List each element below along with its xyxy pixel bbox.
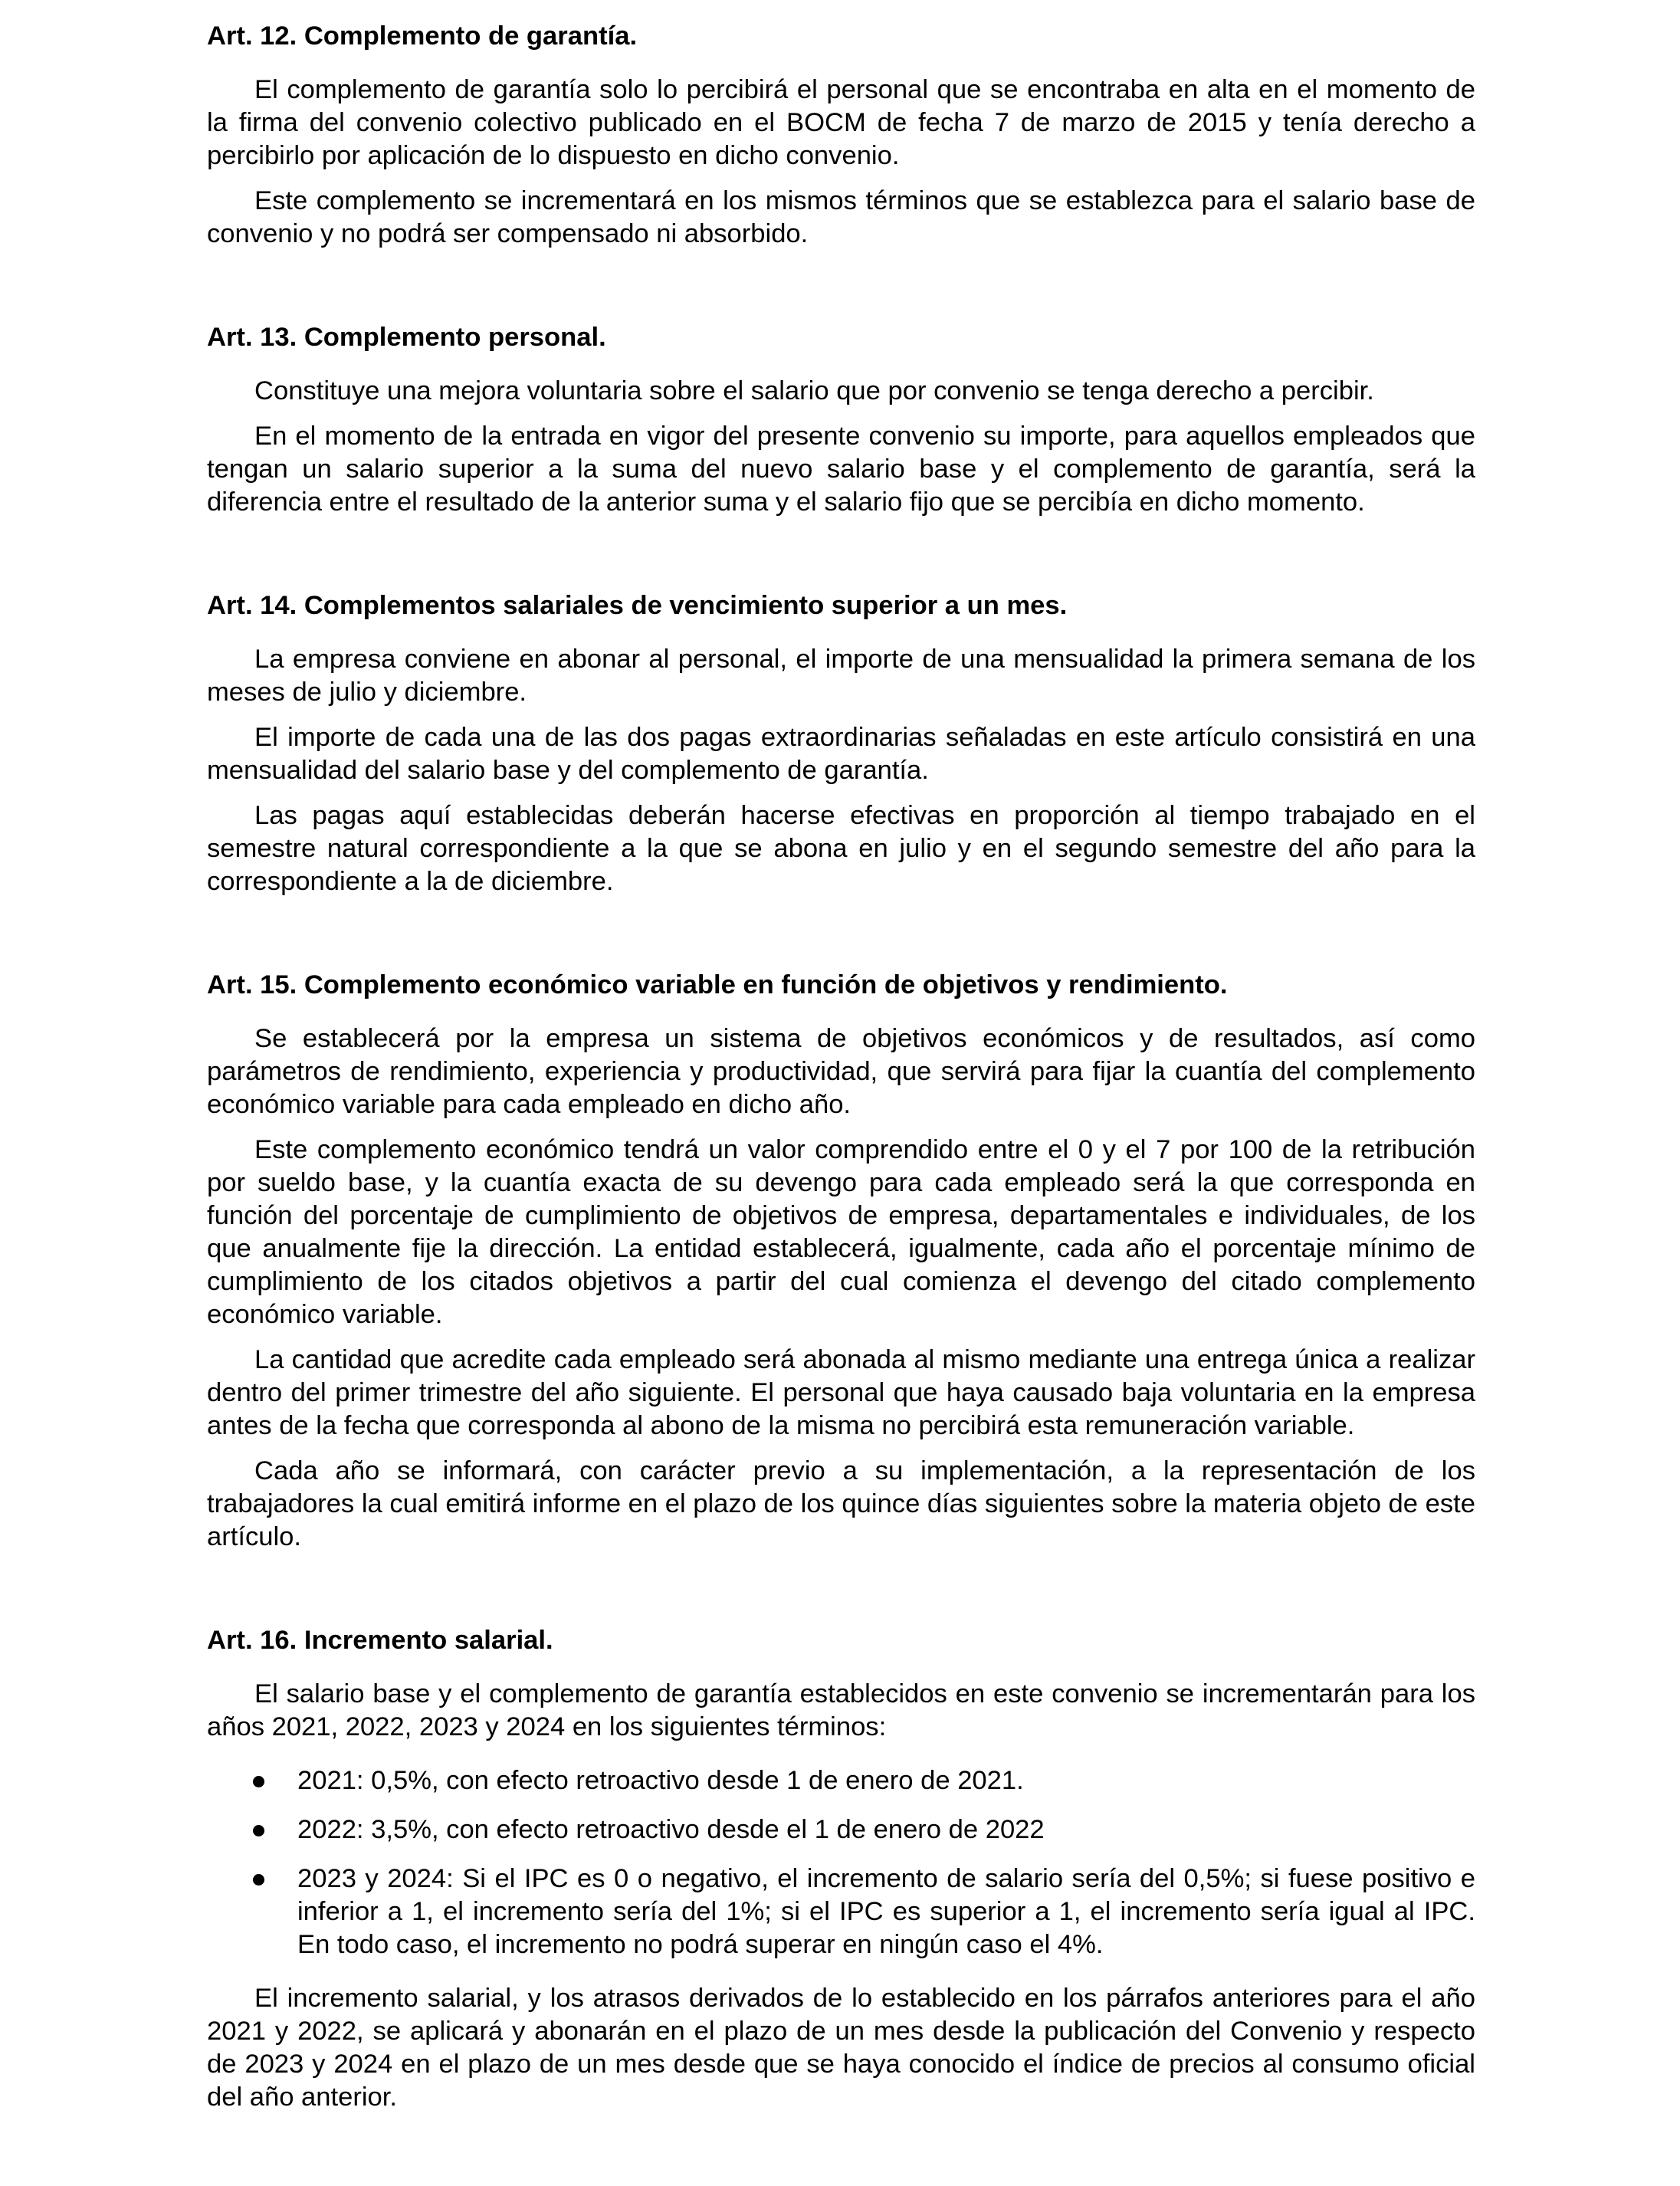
article-16-section [207,1624,1475,2114]
article-15-paragraph: La cantidad que acredite cada empleado será abonada al mismo mediante una entrega única a realizar dentro del primer trimestre del año siguiente. El personal que haya causado baja voluntaria en la empresa antes de la fecha que corresponda al abono de la misma no percibirá esta remuneración variable. [207,1345,1475,1440]
article-16-intro-paragraph: El salario base y el complemento de garantía establecidos en este convenio se incrementarán para los años 2021, 2022, 2023 y 2024 en los siguientes términos: [207,1679,1475,1741]
article-13-section [207,321,1475,519]
article-13-paragraph: Constituye una mejora voluntaria sobre el salario que por convenio se tenga derecho a percibir. [254,376,1374,405]
list-item [207,1863,1475,1961]
bullet-icon [253,1874,264,1886]
article-15-heading: Art. 15. Complemento económico variable en función de objetivos y rendimiento. [207,970,1228,999]
article-14-heading: Art. 14. Complementos salariales de vencimiento superior a un mes. [207,591,1068,620]
article-15-paragraph: Cada año se informará, con carácter previo a su implementación, a la representación de los trabajadores la cual emitirá informe en el plazo de los quince días siguientes sobre la materia objeto de este artículo. [207,1456,1475,1551]
article-14-paragraph: Las pagas aquí establecidas deberán hacerse efectivas en proporción al tiempo trabajado en el semestre natural correspondiente a la que se abona en julio y en el segundo semestre del año para la correspondiente a la de diciembre. [207,801,1475,896]
article-13-heading: Art. 13. Complemento personal. [207,323,606,352]
article-14-section [207,589,1475,898]
bullet-item-text: 2021: 0,5%, con efecto retroactivo desde 1 de enero de 2021. [297,1766,1024,1795]
article-15-paragraph: Este complemento económico tendrá un valor comprendido entre el 0 y el 7 por 100 de la retribución por sueldo base, y la cuantía exacta de su devengo para cada empleado será la que corresponda en función del porcentaje de cumplimiento de objetivos de empresa, departamentales e individuales, de los que anualmente fije la dirección. La entidad establecerá, igualmente, cada año el porcentaje mínimo de cumplimiento de los citados objetivos a partir del cual comienza el devengo del citado complemento económico variable. [207,1135,1475,1329]
list-item [207,1764,1475,1797]
article-14-paragraph: El importe de cada una de las dos pagas extraordinarias señaladas en este artículo consistirá en una mensualidad del salario base y del complemento de garantía. [207,723,1475,785]
list-item [207,1813,1475,1846]
article-14-paragraph: La empresa conviene en abonar al personal, el importe de una mensualidad la primera semana de los meses de julio y diciembre. [207,645,1475,707]
article-13-paragraph: En el momento de la entrada en vigor del presente convenio su importe, para aquellos empleados que tengan un salario superior a la suma del nuevo salario base y el complemento de garantía, será la diferencia entre el resultado de la anterior suma y el salario fijo que se percibía en dicho momento. [207,422,1475,517]
article-12-paragraph: Este complemento se incrementará en los mismos términos que se establezca para el salario base de convenio y no podrá ser compensado ni absorbido. [207,186,1475,248]
bullet-item-text: 2023 y 2024: Si el IPC es 0 o negativo, el incremento de salario sería del 0,5%; si fuese positivo e inferior a 1, el incremento sería del 1%; si el IPC es superior a 1, el incremento sería igual al IPC. En todo caso, el incremento no podrá superar en ningún caso el 4%. [297,1864,1475,1959]
salary-increase-bullet-list [207,1764,1475,1961]
article-12-section [207,20,1475,251]
bullet-icon [253,1825,264,1836]
article-15-section [207,969,1475,1554]
article-15-paragraph: Se establecerá por la empresa un sistema de objetivos económicos y de resultados, así como parámetros de rendimiento, experiencia y productividad, que servirá para fijar la cuantía del complemento económico variable para cada empleado en dicho año. [207,1024,1475,1119]
article-12-paragraph: El complemento de garantía solo lo percibirá el personal que se encontraba en alta en el momento de la firma del convenio colectivo publicado en el BOCM de fecha 7 de marzo de 2015 y tenía derecho a percibirlo por aplicación de lo dispuesto en dicho convenio. [207,75,1475,170]
article-16-heading: Art. 16. Incremento salarial. [207,1626,553,1655]
article-12-heading: Art. 12. Complemento de garantía. [207,21,638,51]
bullet-icon [253,1776,264,1787]
article-16-closing-paragraph: El incremento salarial, y los atrasos derivados de lo establecido en los párrafos anteriores para el año 2021 y 2022, se aplicará y abonarán en el plazo de un mes desde la publicación del Convenio y respecto de 2023 y 2024 en el plazo de un mes desde que se haya conocido el índice de precios al consumo oficial del año anterior. [207,1984,1475,2112]
bullet-item-text: 2022: 3,5%, con efecto retroactivo desde el 1 de enero de 2022 [297,1815,1045,1844]
